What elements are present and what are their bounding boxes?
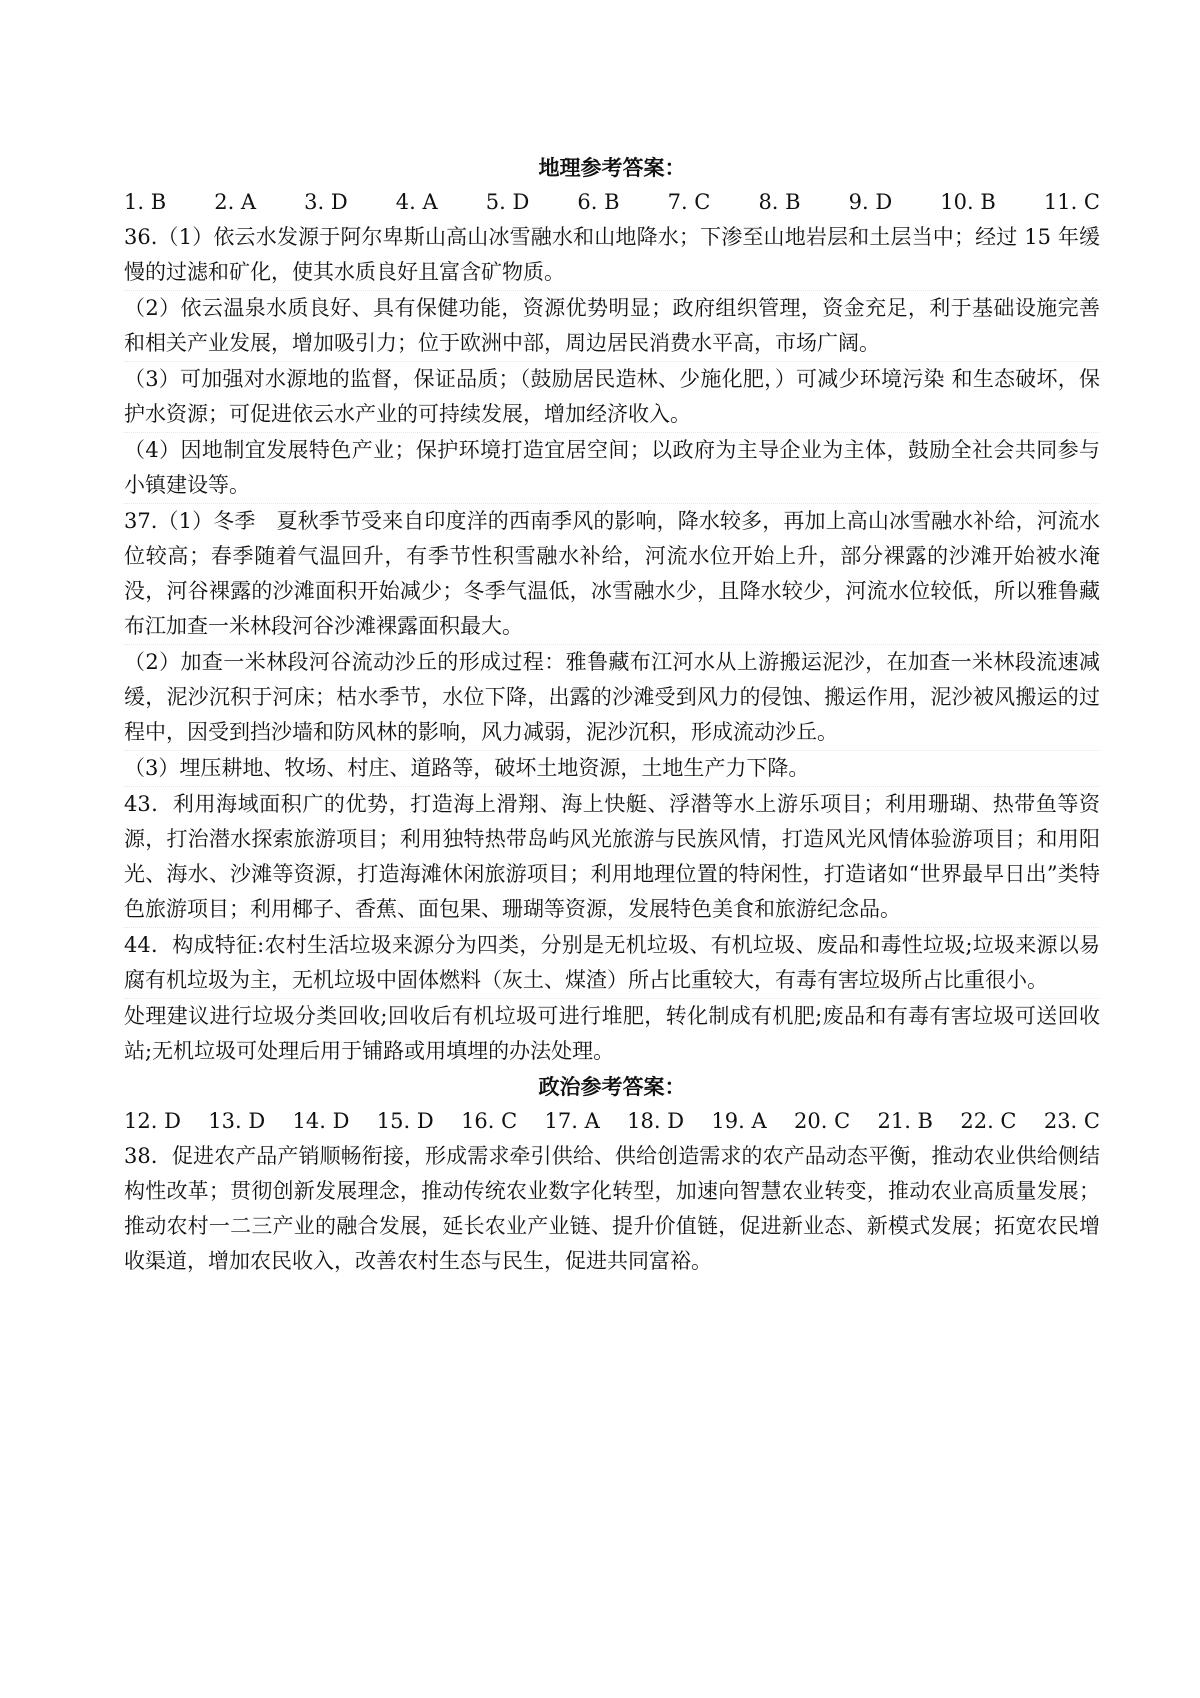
choice-answer: 2. A — [214, 190, 257, 214]
choice-answer: 14. D — [292, 1109, 350, 1133]
geography-heading: 地理参考答案： — [538, 155, 686, 180]
politics-choice-answers — [124, 1104, 1100, 1139]
choice-answer: 22. C — [960, 1109, 1017, 1133]
geography-choice-answers — [124, 185, 1100, 220]
answer-paragraph-37-3: （3）埋压耕地、牧场、村庄、道路等，破坏土地资源，土地生产力下降。 — [124, 750, 1100, 786]
choice-answer: 23. C — [1043, 1109, 1100, 1133]
answer-paragraph-36-1: 36.（1）依云水发源于阿尔卑斯山高山冰雪融水和山地降水；下渗至山地岩层和土层当中；经过 15 年缓慢的过滤和矿化，使其水质良好且富含矿物质。 — [124, 225, 1100, 284]
choice-answer: 9. D — [848, 190, 893, 214]
answer-paragraph-36-3: （3）可加强对水源地的监督，保证品质；（鼓励居民造林、少施化肥，）可减少环境污染 和生态破坏，保护水资源；可促进依云水产业的可持续发展，增加经济收入。 — [124, 361, 1100, 432]
answer-sheet — [124, 150, 1100, 1279]
answer-paragraph-37-2: （2）加查一米林段河谷流动沙丘的形成过程：雅鲁藏布江河水从上游搬运泥沙，在加查一米林段流速减缓，泥沙沉积于河床；枯水季节，水位下降，出露的沙滩受到风力的侵蚀、搬运作用，泥沙被风搬运的过程中，因受到挡沙墙和防风林的影响，风力减弱，泥沙沉积，形成流动沙丘。 — [124, 644, 1100, 750]
answer-paragraph-37-1: 37.（1）冬季 夏秋季节受来自印度洋的西南季风的影响，降水较多，再加上高山冰雪融水补给，河流水位较高；春季随着气温回升，有季节性积雪融水补给，河流水位开始上升，部分裸露的沙滩开始被水淹没，河谷裸露的沙滩面积开始减少；冬季气温低，冰雪融水少，且降水较少，河流水位较低，所以雅鲁藏布江加查一米林段河谷沙滩裸露面积最大。 — [124, 503, 1100, 644]
choice-answer: 5. D — [485, 190, 530, 214]
choice-answer: 20. C — [794, 1109, 851, 1133]
choice-answer: 3. D — [304, 190, 348, 214]
answer-paragraph-36-2: （2）依云温泉水质良好、具有保健功能，资源优势明显；政府组织管理，资金充足，利于基础设施完善和相关产业发展，增加吸引力；位于欧洲中部，周边居民消费水平高，市场广阔。 — [124, 290, 1100, 361]
politics-heading: 政治参考答案： — [538, 1074, 686, 1099]
choice-answer: 17. A — [544, 1109, 600, 1133]
choice-answer: 16. C — [461, 1109, 518, 1133]
politics-section — [124, 1069, 1100, 1279]
choice-answer: 15. D — [376, 1109, 434, 1133]
choice-answer: 21. B — [877, 1109, 933, 1133]
answer-paragraph-44-features: 44．构成特征:农村生活垃圾来源分为四类，分别是无机垃圾、有机垃圾、废品和毒性垃圾;垃圾来源以易腐有机垃圾为主，无机垃圾中固体燃料（灰土、煤渣）所占比重较大，有毒有害垃圾所占比重很小。 — [124, 927, 1100, 998]
answer-paragraph-44-suggestions: 处理建议进行垃圾分类回收;回收后有机垃圾可进行堆肥，转化制成有机肥;废品和有毒有害垃圾可送回收站;无机垃圾可处理后用于铺路或用填埋的办法处理。 — [124, 998, 1100, 1069]
answer-paragraph-38: 38．促进农产品产销顺畅衔接，形成需求牵引供给、供给创造需求的农产品动态平衡，推动农业供给侧结构性改革；贯彻创新发展理念，推动传统农业数字化转型，加速向智慧农业转变，推动农业高质量发展；推动农村一二三产业的融合发展，延长农业产业链、提升价值链，促进新业态、新模式发展；拓宽农民增收渠道，增加农民收入，改善农村生态与民生，促进共同富裕。 — [124, 1144, 1100, 1273]
choice-answer: 12. D — [124, 1109, 181, 1133]
choice-answer: 8. B — [758, 190, 801, 214]
answer-paragraph-43: 43．利用海域面积广的优势，打造海上滑翔、海上快艇、浮潜等水上游乐项目；利用珊瑚、热带鱼等资源，打治潜水探索旅游项目；利用独特热带岛屿风光旅游与民族风情，打造风光风情体验游项目；和用阳光、海水、沙滩等资源，打造海滩休闲旅游项目；利用地理位置的特闲性，打造诸如“世界最早日出”类特色旅游项目；利用椰子、香蕉、面包果、珊瑚等资源，发展特色美食和旅游纪念品。 — [124, 786, 1100, 927]
choice-answer: 13. D — [208, 1109, 266, 1133]
choice-answer: 4. A — [395, 190, 438, 214]
choice-answer: 18. D — [627, 1109, 685, 1133]
choice-answer: 11. C — [1043, 190, 1100, 214]
choice-answer: 7. C — [667, 190, 711, 214]
choice-answer: 6. B — [577, 190, 620, 214]
choice-answer: 10. B — [940, 190, 996, 214]
geography-section — [124, 150, 1100, 1069]
answer-paragraph-36-4: （4）因地制宜发展特色产业；保护环境打造宜居空间；以政府为主导企业为主体，鼓励全社会共同参与小镇建设等。 — [124, 432, 1100, 503]
choice-answer: 19. A — [711, 1109, 767, 1133]
choice-answer: 1. B — [124, 190, 167, 214]
